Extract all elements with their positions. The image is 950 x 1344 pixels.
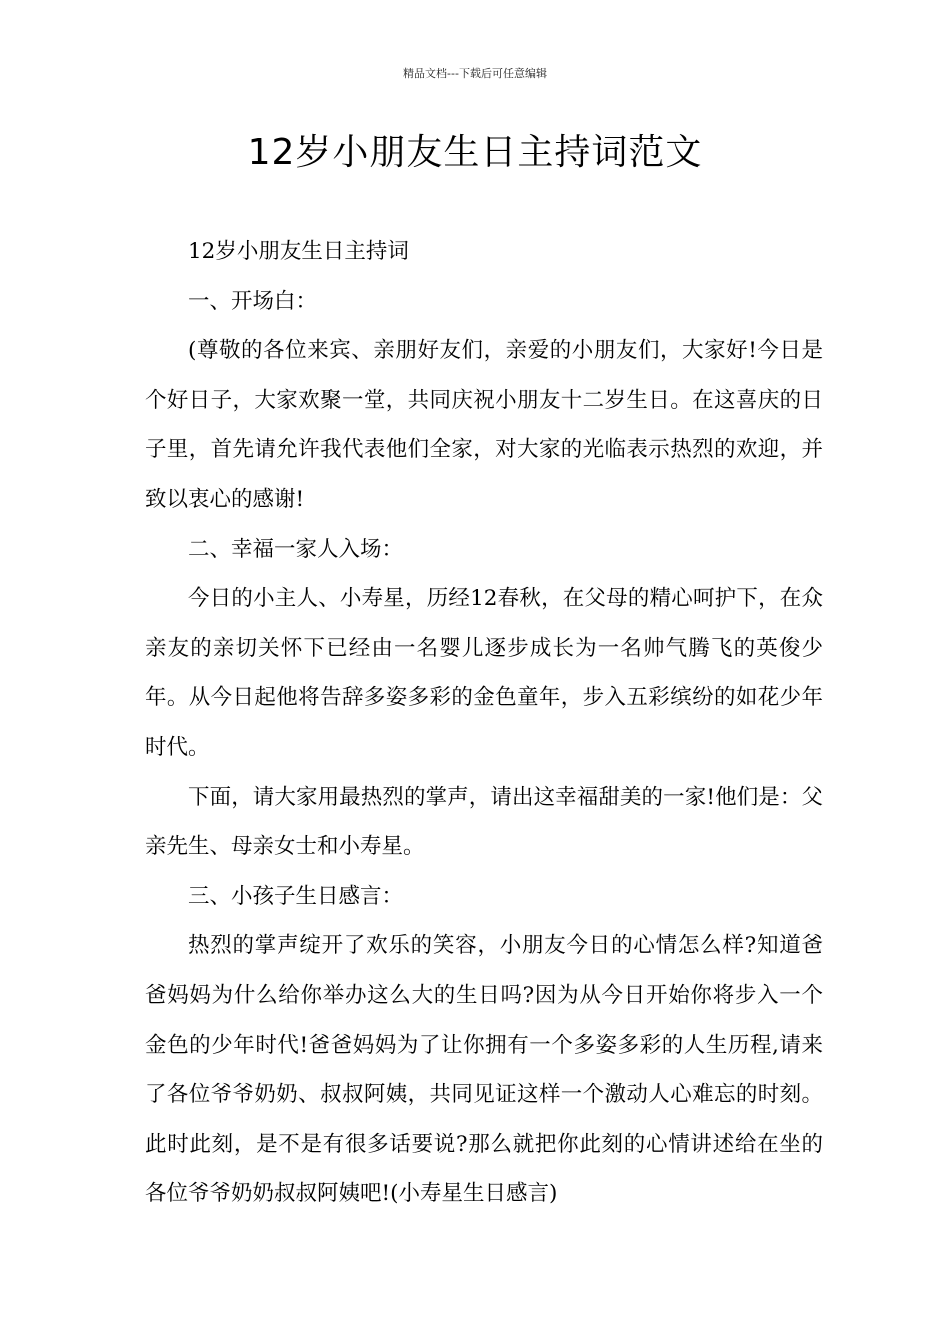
invitation-paragraph: 下面，请大家用最热烈的掌声，请出这幸福甜美的一家!他们是：父亲先生、母亲女士和小寿星。 [145,784,823,860]
header-note: 精品文档---下载后可任意编辑 [403,67,547,80]
document-title: 12岁小朋友生日主持词范文 [247,132,703,173]
family-entrance-paragraph: 今日的小主人、小寿星，历经12春秋，在父母的精心呵护下，在众亲友的亲切关怀下已经由一名婴儿逐步成长为一名帅气腾飞的英俊少年。从今日起他将告辞多姿多彩的金色童年，步入五彩缤纷的如花少年时代。 [145,586,823,760]
section-heading-family-entrance: 二、幸福一家人入场： [188,536,404,562]
subtitle-paragraph: 12岁小朋友生日主持词 [188,239,409,264]
birthday-speech-paragraph: 热烈的掌声绽开了欢乐的笑容，小朋友今日的心情怎么样?知道爸爸妈妈为什么给你举办这么大的生日吗?因为从今日开始你将步入一个金色的少年时代!爸爸妈妈为了让你拥有一个多姿多彩的人生历程,请来了各位爷爷奶奶、叔叔阿姨，共同见证这样一个激动人心难忘的时刻。此时此刻，是不是有很多话要说?那么就把你此刻的心情讲述给在坐的各位爷爷奶奶叔叔阿姨吧!(小寿星生日感言) [145,933,823,1207]
section-heading-opening: 一、开场白： [188,288,318,314]
document-body [145,227,823,1219]
section-heading-birthday-speech: 三、小孩子生日感言： [188,883,404,909]
opening-paragraph: (尊敬的各位来宾、亲朋好友们，亲爱的小朋友们，大家好!今日是个好日子，大家欢聚一堂，共同庆祝小朋友十二岁生日。在这喜庆的日子里，首先请允许我代表他们全家，对大家的光临表示热烈的欢迎，并致以衷心的感谢! [145,338,823,512]
